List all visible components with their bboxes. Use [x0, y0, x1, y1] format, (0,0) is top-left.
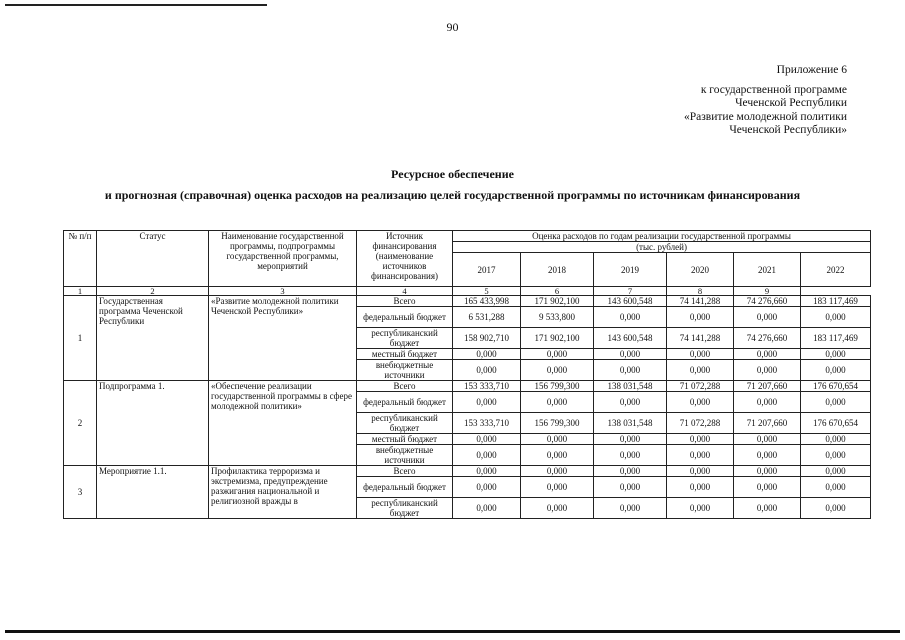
title-line-2: и прогнозная (справочная) оценка расходов на реализацию целей государственной программы по источникам финансирования: [104, 188, 801, 202]
source-cell: местный бюджет: [357, 349, 453, 360]
value-cell: 0,000: [734, 434, 801, 445]
value-cell: 0,000: [594, 349, 667, 360]
appendix-line: к государственной программе: [700, 83, 847, 96]
header-name: Наименование государственной программы, подпрограммы государственной программы, мероприятий: [209, 231, 357, 287]
value-cell: 74 276,660: [734, 296, 801, 307]
row-status: Государственная программа Чеченской Республики: [97, 296, 209, 381]
page-number: 90: [446, 20, 459, 34]
header-year: 2019: [594, 253, 667, 287]
value-cell: 0,000: [521, 477, 594, 498]
value-cell: 143 600,548: [594, 328, 667, 349]
table-row: [64, 466, 871, 477]
value-cell: 71 207,660: [734, 381, 801, 392]
source-cell: местный бюджет: [357, 434, 453, 445]
value-cell: 0,000: [521, 466, 594, 477]
value-cell: 158 902,710: [453, 328, 521, 349]
value-cell: 176 670,654: [801, 381, 871, 392]
appendix-line: Чеченской Республики: [735, 97, 847, 109]
value-cell: 6 531,288: [453, 307, 521, 328]
row-status: Подпрограмма 1.: [97, 381, 209, 466]
value-cell: 0,000: [734, 392, 801, 413]
header-year: 2020: [667, 253, 734, 287]
source-cell: федеральный бюджет: [357, 477, 453, 498]
column-index: 8: [667, 287, 734, 296]
value-cell: 0,000: [734, 349, 801, 360]
source-cell: внебюджетные источники: [357, 445, 453, 466]
value-cell: 183 117,469: [801, 328, 871, 349]
value-cell: 0,000: [453, 498, 521, 519]
header-status: Статус: [97, 231, 209, 287]
value-cell: 0,000: [801, 392, 871, 413]
appendix-block: [684, 64, 847, 138]
budget-table: [63, 230, 871, 519]
value-cell: 71 072,288: [667, 381, 734, 392]
value-cell: 0,000: [734, 498, 801, 519]
value-cell: 0,000: [453, 392, 521, 413]
value-cell: 0,000: [521, 392, 594, 413]
value-cell: 0,000: [594, 466, 667, 477]
value-cell: 156 799,300: [521, 413, 594, 434]
value-cell: 0,000: [594, 434, 667, 445]
column-index: 5: [453, 287, 521, 296]
value-cell: 0,000: [453, 360, 521, 381]
value-cell: 0,000: [734, 445, 801, 466]
header-no: № п/п: [64, 231, 97, 287]
value-cell: 0,000: [667, 498, 734, 519]
value-cell: 0,000: [667, 466, 734, 477]
value-cell: 0,000: [594, 360, 667, 381]
value-cell: 183 117,469: [801, 296, 871, 307]
row-name: «Обеспечение реализации государственной программы в сфере молодежной политики»: [209, 381, 357, 466]
row-status: Мероприятие 1.1.: [97, 466, 209, 519]
table-row: [64, 296, 871, 307]
column-index: 1: [64, 287, 97, 296]
value-cell: 0,000: [801, 445, 871, 466]
value-cell: 138 031,548: [594, 413, 667, 434]
value-cell: 0,000: [521, 445, 594, 466]
source-cell: федеральный бюджет: [357, 307, 453, 328]
source-cell: Всего: [357, 381, 453, 392]
row-number: 2: [64, 381, 97, 466]
value-cell: 0,000: [453, 349, 521, 360]
value-cell: 138 031,548: [594, 381, 667, 392]
value-cell: 0,000: [801, 498, 871, 519]
value-cell: 0,000: [521, 349, 594, 360]
header-year: 2021: [734, 253, 801, 287]
value-cell: 9 533,800: [521, 307, 594, 328]
value-cell: 0,000: [594, 445, 667, 466]
value-cell: 176 670,654: [801, 413, 871, 434]
source-cell: федеральный бюджет: [357, 392, 453, 413]
column-index: 9: [734, 287, 801, 296]
value-cell: 171 902,100: [521, 296, 594, 307]
value-cell: 0,000: [667, 360, 734, 381]
header-source: Источник финансирования (наименование источников финансирования): [357, 231, 453, 287]
column-index-row: [64, 287, 871, 296]
table-header: [64, 231, 871, 296]
value-cell: 0,000: [801, 477, 871, 498]
value-cell: 71 072,288: [667, 413, 734, 434]
row-name: «Развитие молодежной политики Чеченской Республики»: [209, 296, 357, 381]
value-cell: 0,000: [801, 434, 871, 445]
value-cell: 0,000: [801, 466, 871, 477]
value-cell: 0,000: [801, 360, 871, 381]
value-cell: 0,000: [453, 445, 521, 466]
value-cell: 0,000: [667, 307, 734, 328]
value-cell: 0,000: [667, 349, 734, 360]
source-cell: республиканский бюджет: [357, 413, 453, 434]
appendix-line: «Развитие молодежной политики: [684, 110, 847, 123]
value-cell: 171 902,100: [521, 328, 594, 349]
title-line-1: Ресурсное обеспечение: [391, 167, 514, 181]
source-cell: внебюджетные источники: [357, 360, 453, 381]
appendix-number: Приложение 6: [776, 64, 847, 76]
value-cell: 0,000: [734, 477, 801, 498]
value-cell: 0,000: [667, 392, 734, 413]
source-cell: республиканский бюджет: [357, 498, 453, 519]
top-rule: [5, 4, 267, 6]
value-cell: 71 207,660: [734, 413, 801, 434]
row-number: 1: [64, 296, 97, 381]
value-cell: 0,000: [453, 466, 521, 477]
row-name: Профилактика терроризма и экстремизма, предупреждение разжигания национальной и религиозной вражды в: [209, 466, 357, 519]
value-cell: 0,000: [521, 498, 594, 519]
value-cell: 0,000: [667, 477, 734, 498]
source-cell: республиканский бюджет: [357, 328, 453, 349]
value-cell: 0,000: [594, 392, 667, 413]
value-cell: 74 141,288: [667, 296, 734, 307]
source-cell: Всего: [357, 466, 453, 477]
value-cell: 0,000: [594, 498, 667, 519]
column-index: 3: [209, 287, 357, 296]
table-body: [64, 296, 871, 519]
appendix-line: Чеченской Республики»: [729, 124, 847, 136]
column-index: 7: [594, 287, 667, 296]
header-year: 2017: [453, 253, 521, 287]
value-cell: 0,000: [594, 307, 667, 328]
source-cell: Всего: [357, 296, 453, 307]
value-cell: 0,000: [734, 307, 801, 328]
value-cell: 0,000: [734, 360, 801, 381]
value-cell: 74 276,660: [734, 328, 801, 349]
value-cell: 156 799,300: [521, 381, 594, 392]
value-cell: 0,000: [453, 477, 521, 498]
value-cell: 0,000: [667, 445, 734, 466]
header-year: 2022: [801, 253, 871, 287]
value-cell: 0,000: [594, 477, 667, 498]
column-index: 2: [97, 287, 209, 296]
value-cell: 0,000: [667, 434, 734, 445]
header-estimate: Оценка расходов по годам реализации государственной программы: [453, 231, 871, 242]
value-cell: 143 600,548: [594, 296, 667, 307]
value-cell: 153 333,710: [453, 381, 521, 392]
value-cell: 0,000: [801, 349, 871, 360]
value-cell: 153 333,710: [453, 413, 521, 434]
header-year: 2018: [521, 253, 594, 287]
bottom-rule: [5, 630, 900, 633]
value-cell: 0,000: [801, 307, 871, 328]
column-index: 4: [357, 287, 453, 296]
value-cell: 0,000: [521, 434, 594, 445]
header-units: (тыс. рублей): [453, 242, 871, 253]
row-number: 3: [64, 466, 97, 519]
column-index: 6: [521, 287, 594, 296]
document-title: [0, 168, 905, 202]
value-cell: 0,000: [734, 466, 801, 477]
table-row: [64, 381, 871, 392]
value-cell: 0,000: [453, 434, 521, 445]
value-cell: 0,000: [521, 360, 594, 381]
value-cell: 165 433,998: [453, 296, 521, 307]
value-cell: 74 141,288: [667, 328, 734, 349]
